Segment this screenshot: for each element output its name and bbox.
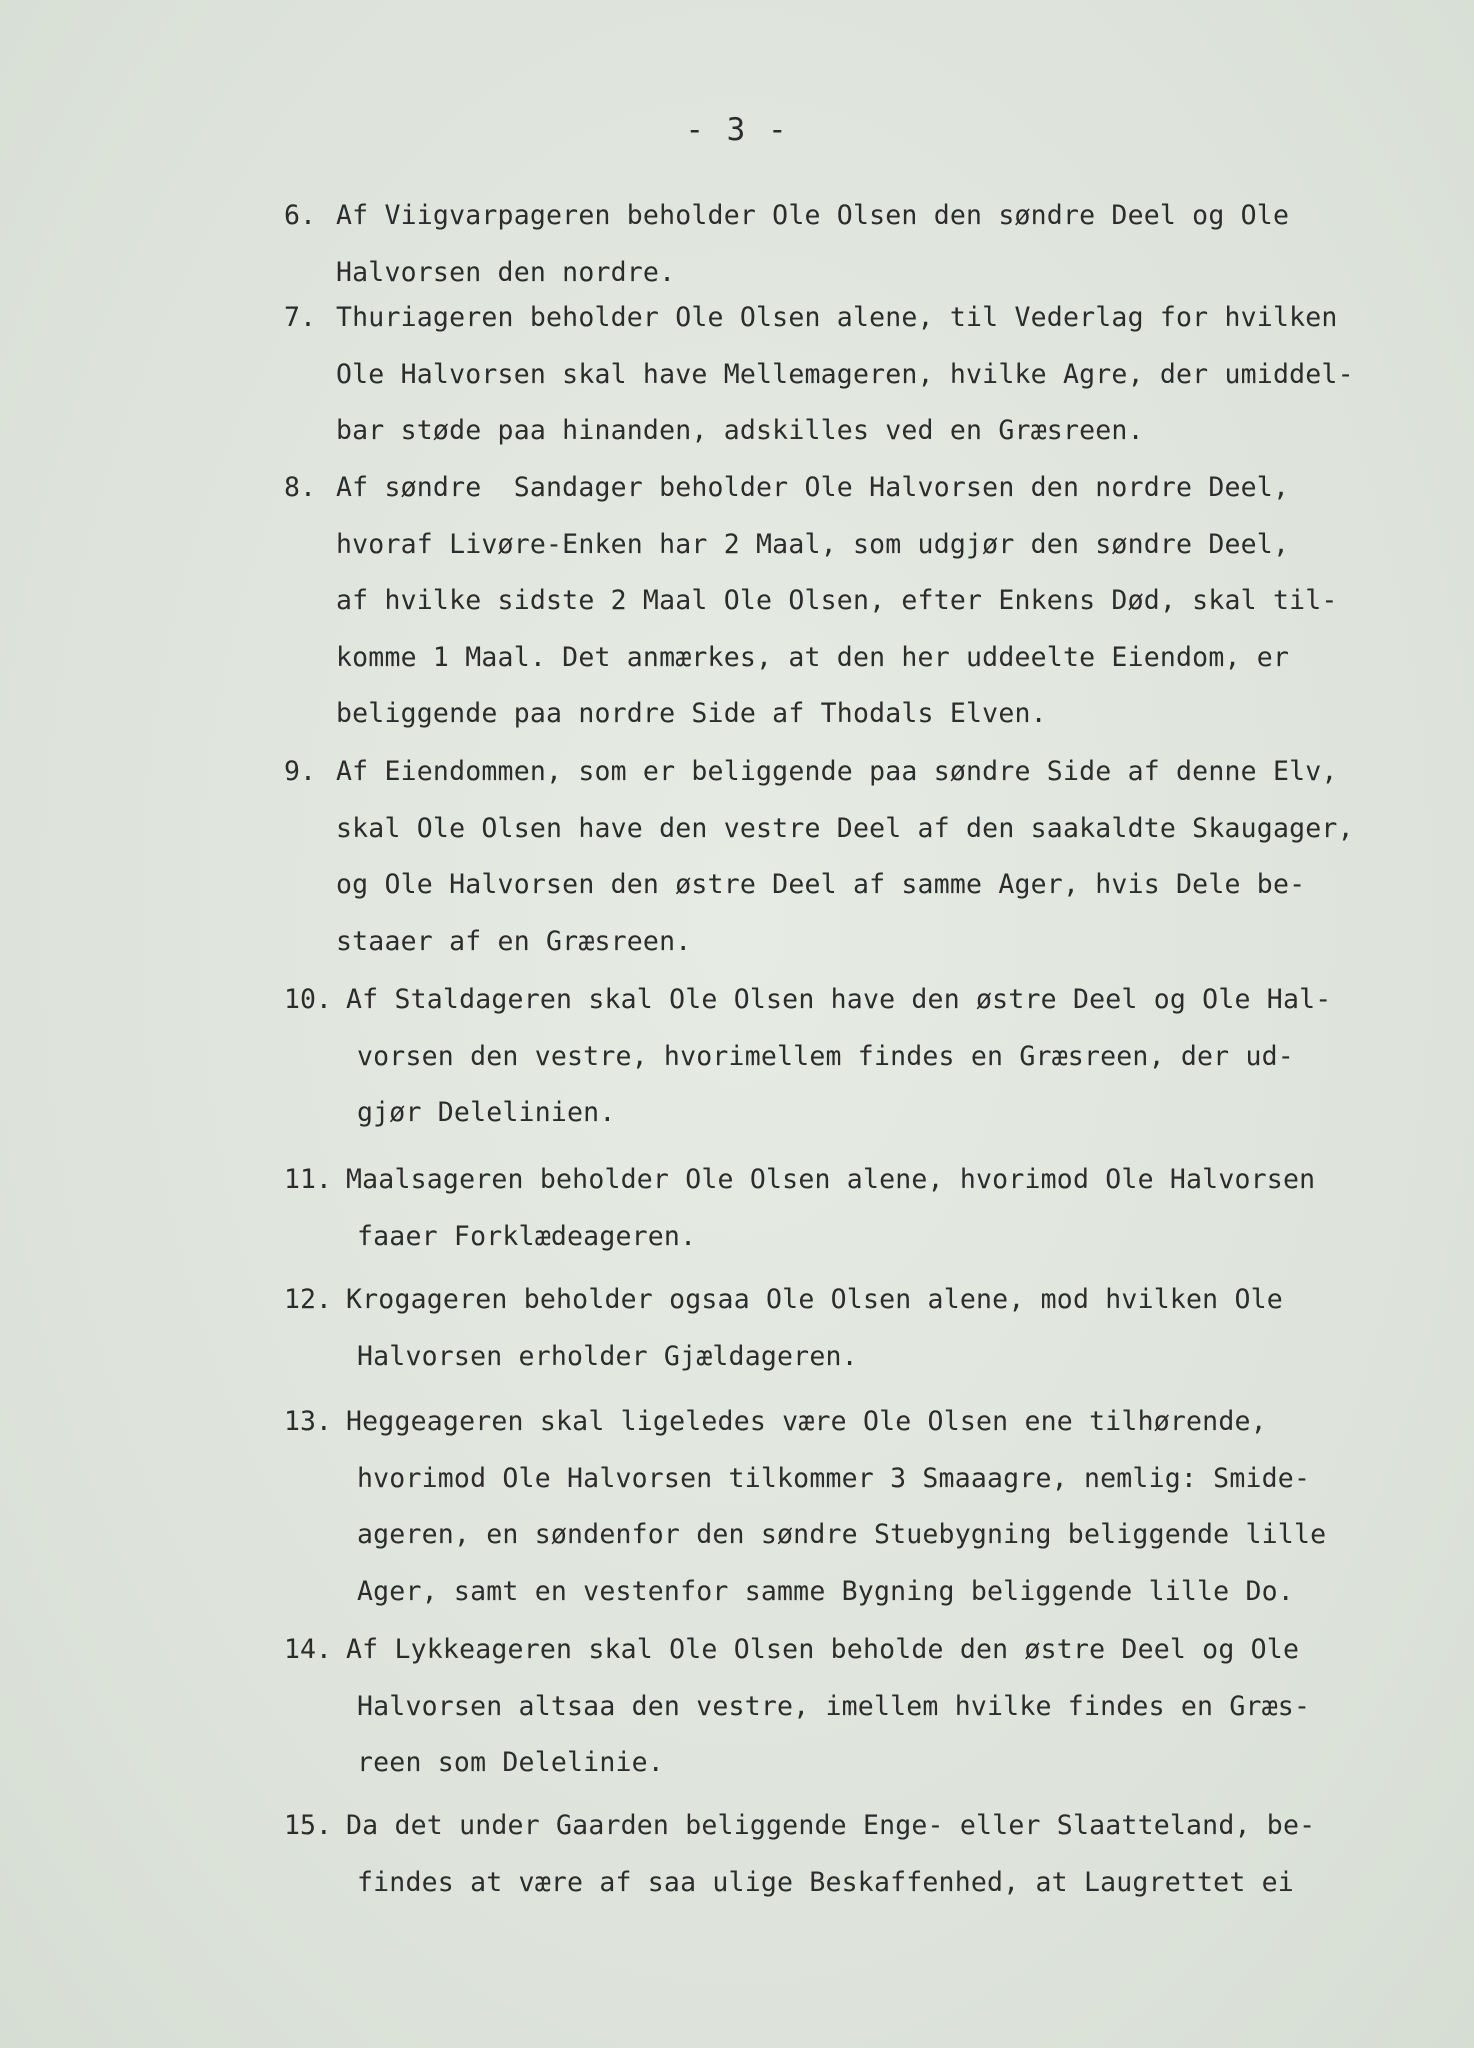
item-number: 10. [284,984,332,1015]
item-text-line: Maalsageren beholder Ole Olsen alene, hvorimod Ole Halvorsen [346,1164,1316,1195]
item-text-line: Heggeageren skal ligeledes være Ole Olsen ene tilhørende, [346,1406,1267,1437]
item-text-line: hvoraf Livøre-Enken har 2 Maal, som udgjør den søndre Deel, [336,528,1290,560]
item-number: 6. [284,200,316,231]
item-text-line: Halvorsen altsaa den vestre, imellem hvilke findes en Græs- [357,1690,1311,1722]
item-number: 14. [284,1634,332,1665]
item-text-line: vorsen den vestre, hvorimellem findes en Græsreen, der ud- [357,1040,1294,1072]
item-text-line: Ager, samt en vestenfor samme Bygning beliggende lille Do. [357,1575,1294,1607]
item-text-line: hvorimod Ole Halvorsen tilkommer 3 Smaaagre, nemlig: Smide- [357,1462,1311,1494]
item-text-line: Af Eiendommen, som er beliggende paa søndre Side af denne Elv, [336,756,1338,787]
item-text-line: bar støde paa hinanden, adskilles ved en Græsreen. [336,415,1144,446]
item-number: 12. [284,1284,332,1315]
item-text-line: beliggende paa nordre Side af Thodals Elven. [336,698,1047,729]
item-text-line: Halvorsen den nordre. [336,256,676,288]
item-text-line: ageren, en søndenfor den søndre Stuebygning beliggende lille [357,1519,1327,1550]
item-number: 7. [284,302,316,333]
item-number: 8. [284,472,316,503]
item-text-line: gjør Delelinien. [357,1097,616,1128]
item-text-line: Halvorsen erholder Gjældageren. [357,1340,858,1372]
item-text-line: Thuriageren beholder Ole Olsen alene, til Vederlag for hvilken [336,302,1338,333]
item-number: 11. [284,1164,332,1195]
item-text-line: komme 1 Maal. Det anmærkes, at den her uddeelte Eiendom, er [336,641,1290,673]
item-text-line: faaer Forklædeageren. [357,1220,697,1252]
item-text-line: Krogageren beholder ogsaa Ole Olsen alene, mod hvilken Ole [346,1284,1283,1315]
item-text-line: Af søndre Sandager beholder Ole Halvorsen den nordre Deel, [336,472,1290,503]
item-text-line: staaer af en Græsreen. [336,925,692,957]
page-number: - 3 - [685,112,789,148]
item-text-line: af hvilke sidste 2 Maal Ole Olsen, efter Enkens Død, skal til- [336,585,1338,616]
item-number: 9. [284,756,316,787]
item-text-line: Af Lykkeageren skal Ole Olsen beholde den østre Deel og Ole [346,1634,1300,1665]
item-text-line: Ole Halvorsen skal have Mellemageren, hvilke Agre, der umiddel- [336,358,1354,390]
item-text-line: og Ole Halvorsen den østre Deel af samme Ager, hvis Dele be- [336,869,1306,900]
item-number: 13. [284,1406,332,1437]
item-text-line: findes at være af saa ulige Beskaffenhed, at Laugrettet ei [357,1866,1294,1898]
item-text-line: reen som Delelinie. [357,1747,664,1778]
item-text-line: Af Staldageren skal Ole Olsen have den østre Deel og Ole Hal- [346,984,1332,1015]
item-text-line: Af Viigvarpageren beholder Ole Olsen den søndre Deel og Ole [336,200,1290,231]
item-text-line: skal Ole Olsen have den vestre Deel af den saakaldte Skaugager, [336,812,1354,844]
item-text-line: Da det under Gaarden beliggende Enge- eller Slaatteland, be- [346,1810,1316,1841]
item-number: 15. [284,1810,332,1841]
